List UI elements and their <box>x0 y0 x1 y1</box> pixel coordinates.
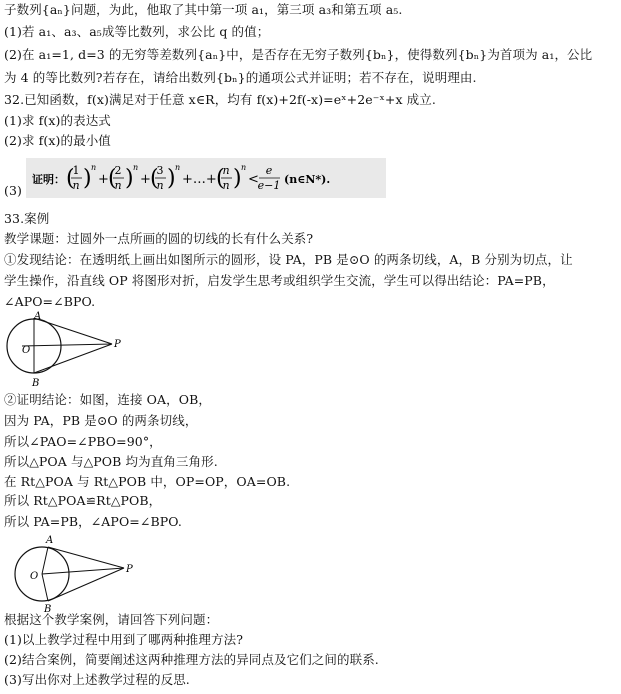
svg-text:+…+: +…+ <box>182 172 217 187</box>
svg-text:n: n <box>156 179 164 192</box>
svg-text:+: + <box>98 172 109 187</box>
text-line: 因为 PA，PB 是⊙O 的两条切线， <box>4 413 198 428</box>
text-line: 所以 PA=PB，∠APO=∠BPO. <box>4 514 182 529</box>
text-line: 子数列{aₙ}问题，为此，他取了其中第一项 a₁，第三项 a₃和第五项 a₅. <box>4 2 403 17</box>
svg-text:1: 1 <box>72 164 80 177</box>
label-O: O <box>30 571 39 582</box>
tangent-figure-2 <box>8 532 148 616</box>
text-line: 32.已知函数，f(x)满足对于任意 x∈R，均有 f(x)+2f(-x)=eˣ+2e⁻ˣ+x 成立. <box>4 92 436 107</box>
svg-text:): ) <box>83 166 92 191</box>
text-line: (1)以上教学过程中用到了哪两种推理方法? <box>4 632 244 647</box>
svg-text:): ) <box>167 166 176 191</box>
text-line: 教学课题：过圆外一点所画的圆的切线的长有什么关系? <box>4 231 314 246</box>
svg-text:n: n <box>91 163 97 172</box>
svg-text:n: n <box>222 179 230 192</box>
text-line: (3) <box>4 183 23 198</box>
label-O: O <box>22 345 31 356</box>
svg-text:): ) <box>125 166 134 191</box>
text-line: 33.案例 <box>4 211 50 226</box>
text-line: (1)求 f(x)的表达式 <box>4 113 111 128</box>
svg-text:n: n <box>133 163 139 172</box>
svg-text:<: < <box>248 172 259 187</box>
text-line: (1)若 a₁、a₃、a₅成等比数列，求公比 q 的值； <box>4 24 270 39</box>
svg-text:n: n <box>222 164 230 177</box>
label-P: P <box>114 339 121 350</box>
svg-text:(n∈N*).: (n∈N*). <box>284 173 331 186</box>
text-line: ②证明结论：如图，连接 OA，OB， <box>4 392 211 407</box>
text-line: 为 4 的等比数列?若存在，请给出数列{bₙ}的通项公式并证明；若不存在，说明理由. <box>4 70 477 85</box>
svg-text:(: ( <box>216 166 225 191</box>
label-A: A <box>46 535 54 546</box>
text-line: (2)结合案例，简要阐述这两种推理方法的异同点及它们之间的联系. <box>4 652 379 667</box>
svg-text:(: ( <box>66 166 75 191</box>
svg-text:e: e <box>265 164 273 177</box>
svg-text:3: 3 <box>156 164 164 177</box>
text-line: 学生操作，沿直线 OP 将图形对折，启发学生思考或组织学生交流，学生可以得出结论：PA=PB， <box>4 273 555 288</box>
tangent-figure-1 <box>2 308 142 394</box>
text-line: 所以 Rt△POA≌Rt△POB， <box>4 493 162 508</box>
text-line: 所以△POA 与△POB 均为直角三角形. <box>4 454 218 469</box>
svg-text:+: + <box>140 172 151 187</box>
svg-text:2: 2 <box>114 164 122 177</box>
text-line: (3)写出你对上述教学过程的反思. <box>4 672 190 687</box>
text-line: (2)在 a₁=1, d=3 的无穷等差数列{aₙ}中，是否存在无穷子数列{bₙ}，使得数列{bₙ}为首项为 a₁，公比 <box>4 47 593 62</box>
svg-text:(: ( <box>108 166 117 191</box>
label-B: B <box>32 378 40 389</box>
text-line: 在 Rt△POA 与 Rt△POB 中，OP=OP，OA=OB. <box>4 474 291 489</box>
formula-prefix: 证明： <box>32 173 65 186</box>
label-A: A <box>34 311 42 322</box>
svg-text:): ) <box>233 166 242 191</box>
text-line: (2)求 f(x)的最小值 <box>4 133 111 148</box>
svg-text:n: n <box>114 179 122 192</box>
text-line: ①发现结论：在透明纸上画出如图所示的圆形，设 PA，PB 是⊙O 的两条切线，A，B 分别为切点，让 <box>4 252 573 267</box>
svg-text:(: ( <box>150 166 159 191</box>
text-line: ∠APO=∠BPO. <box>4 294 96 309</box>
svg-text:n: n <box>175 163 181 172</box>
label-B: B <box>44 604 52 612</box>
label-P: P <box>126 564 133 575</box>
inequality-formula-image <box>26 158 386 198</box>
text-line: 所以∠PAO=∠PBO=90°， <box>4 434 162 449</box>
svg-text:n: n <box>241 163 247 172</box>
text-line: 根据这个教学案例，请回答下列问题： <box>4 612 219 627</box>
svg-text:n: n <box>72 179 80 192</box>
svg-text:e−1: e−1 <box>257 179 281 192</box>
